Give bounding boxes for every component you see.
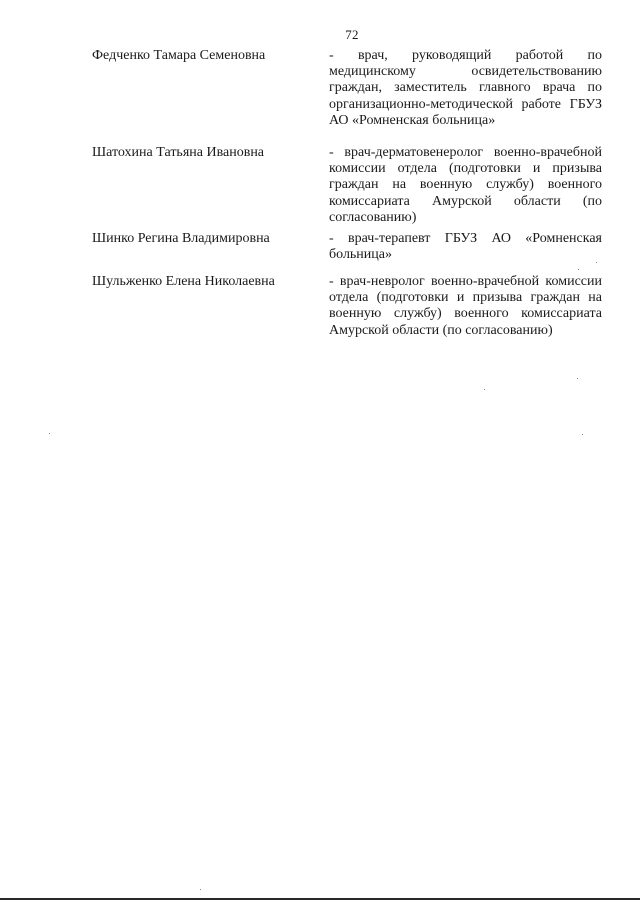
member-name: Шинко Регина Владимировна <box>92 231 270 246</box>
page-number: 72 <box>345 27 359 42</box>
scan-bottom-edge <box>0 898 640 900</box>
member-position: - врач-невролог военно-врачебной комиссии отдела (подготовки и призыва граждан на военную службу) военного комиссариата Амурской области (по согласованию) <box>329 274 602 338</box>
member-name: Шульженко Елена Николаевна <box>92 274 275 289</box>
member-position: - врач-терапевт ГБУЗ АО «Ромненская больница» <box>329 231 602 263</box>
scan-speck <box>578 269 579 270</box>
scan-speck <box>49 433 50 434</box>
member-entry <box>92 274 606 344</box>
scan-speck <box>200 889 201 890</box>
scan-speck <box>596 262 597 263</box>
commission-members-list <box>92 48 606 344</box>
scan-speck <box>577 378 578 379</box>
member-entry <box>92 145 606 231</box>
member-entry <box>92 231 606 274</box>
member-position: - врач, руководящий работой по медицинскому освидетельствованию граждан, заместитель главного врача по организационно-методической работе ГБУЗ АО «Ромненская больница» <box>329 48 602 128</box>
member-name: Федченко Тамара Семеновна <box>92 48 266 63</box>
member-position: - врач-дерматовенеролог военно-врачебной комиссии отдела (подготовки и призыва граждан на военную службу) военного комиссариата Амурской области (по согласованию) <box>329 145 602 225</box>
member-entry <box>92 48 606 145</box>
member-name: Шатохина Татьяна Ивановна <box>92 145 265 160</box>
scan-speck <box>582 434 583 435</box>
scan-speck <box>484 389 485 390</box>
